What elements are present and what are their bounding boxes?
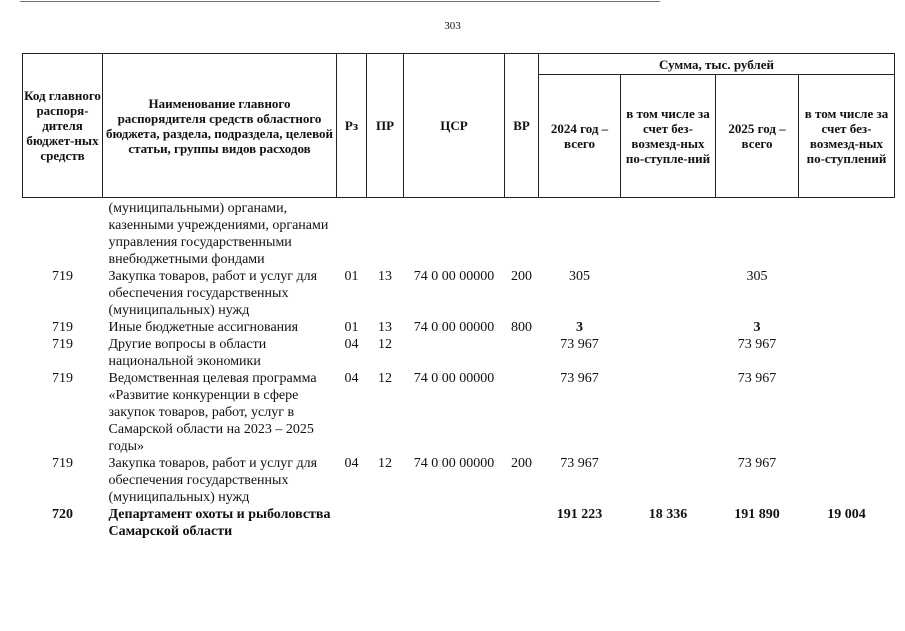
- row-name: Ведомственная целевая программа «Развитие конкуренции в сфере закупок товаров, работ, услуг в Самарской области на 2023 – 2025 годы»: [108, 371, 317, 454]
- row-code: 719: [52, 337, 73, 352]
- header-sum-group: Сумма, тыс. рублей: [539, 54, 895, 75]
- row-rz: 01: [344, 320, 359, 335]
- row-rz: [337, 506, 367, 540]
- row-rz: 04: [344, 456, 359, 471]
- row-code: 719: [52, 456, 73, 471]
- row-name: Закупка товаров, работ и услуг для обеспечения государственных (муниципальных) нужд: [108, 269, 318, 318]
- table-row: [23, 455, 895, 506]
- row-vr: [505, 198, 539, 269]
- row-gratis-2025: [799, 370, 895, 455]
- row-sum-2024: [539, 198, 621, 269]
- row-sum-2024: 305: [569, 269, 590, 284]
- row-vr: [505, 336, 539, 370]
- header-vr: ВР: [505, 54, 539, 198]
- row-pr: 13: [378, 320, 392, 335]
- row-name: (муниципальными) органами, казенными учреждениями, органами управления государственными внебюджетными фондами: [108, 201, 329, 267]
- row-name: Другие вопросы в области национальной экономики: [108, 337, 267, 369]
- budget-table: [22, 53, 895, 540]
- row-pr: [367, 506, 404, 540]
- row-gratis-2025: [799, 336, 895, 370]
- row-pr: 13: [378, 269, 392, 284]
- row-pr: [367, 198, 404, 269]
- table-body: [23, 198, 895, 541]
- row-pr: 12: [378, 371, 392, 386]
- row-rz: 04: [344, 371, 359, 386]
- row-gratis-2025: [799, 455, 895, 506]
- row-gratis-2024: [621, 319, 716, 336]
- row-csr: 74 0 00 00000: [413, 456, 495, 471]
- header-code: Код главного распоря-дителя бюджет-ных средств: [23, 54, 103, 198]
- row-code: 719: [52, 269, 73, 284]
- row-sum-2024: 73 967: [560, 337, 599, 352]
- row-gratis-2024: [621, 198, 716, 269]
- row-gratis-2024: [621, 370, 716, 455]
- row-gratis-2025: [799, 198, 895, 269]
- row-vr: 200: [511, 269, 532, 284]
- row-gratis-2024: [621, 268, 716, 319]
- row-csr: 74 0 00 00000: [413, 371, 495, 386]
- header-2024-gratis: в том числе за счет без-возмезд-ных по-ступле-ний: [621, 75, 716, 198]
- row-csr: [404, 336, 505, 370]
- row-code: 720: [52, 507, 73, 522]
- header-name: Наименование главного распорядителя средств областного бюджета, раздела, подраздела, целевой статьи, группы видов расходов: [103, 54, 337, 198]
- row-csr: 74 0 00 00000: [413, 269, 495, 284]
- row-code: 719: [52, 320, 73, 335]
- row-pr: 12: [378, 456, 392, 471]
- header-2024-total: 2024 год – всего: [539, 75, 621, 198]
- row-code: [23, 198, 103, 269]
- table-row: [23, 198, 895, 269]
- row-name: Закупка товаров, работ и услуг для обеспечения государственных (муниципальных) нужд: [108, 456, 318, 505]
- row-gratis-2025: [799, 268, 895, 319]
- row-rz: 01: [344, 269, 359, 284]
- row-vr: 800: [511, 320, 532, 335]
- table-row: [23, 268, 895, 319]
- row-rz: [337, 198, 367, 269]
- row-name: Департамент охоты и рыболовства Самарской области: [108, 507, 331, 539]
- row-sum-2025: 3: [753, 320, 761, 335]
- row-csr: 74 0 00 00000: [413, 320, 495, 335]
- row-sum-2025: 73 967: [737, 337, 777, 352]
- row-sum-2025: 305: [746, 269, 768, 284]
- row-csr: [404, 198, 505, 269]
- page-number: 303: [444, 20, 461, 32]
- header-pr: ПР: [367, 54, 404, 198]
- row-sum-2025: 73 967: [737, 456, 777, 471]
- row-sum-2025: 73 967: [737, 371, 777, 386]
- header-csr: ЦСР: [404, 54, 505, 198]
- row-vr: [505, 506, 539, 540]
- row-name: Иные бюджетные ассигнования: [108, 320, 299, 335]
- row-sum-2024: 191 223: [556, 507, 603, 522]
- row-gratis-2025: [799, 319, 895, 336]
- row-gratis-2025: 19 004: [827, 507, 866, 522]
- row-csr: [404, 506, 505, 540]
- row-pr: 12: [378, 337, 392, 352]
- table-row: [23, 319, 895, 336]
- row-gratis-2024: 18 336: [648, 507, 688, 522]
- row-vr: [505, 370, 539, 455]
- table-row: [23, 336, 895, 370]
- row-sum-2025: 191 890: [734, 507, 780, 522]
- header-2025-gratis: в том числе за счет без-возмезд-ных по-ступлений: [799, 75, 895, 198]
- row-rz: 04: [344, 337, 359, 352]
- row-vr: 200: [511, 456, 532, 471]
- row-sum-2025: [716, 198, 799, 269]
- header-2025-total: 2025 год – всего: [716, 75, 799, 198]
- row-code: 719: [52, 371, 73, 386]
- table-row: [23, 370, 895, 455]
- row-sum-2024: 73 967: [560, 456, 599, 471]
- row-gratis-2024: [621, 336, 716, 370]
- row-gratis-2024: [621, 455, 716, 506]
- table-row: [23, 506, 895, 540]
- top-rule: [20, 1, 660, 2]
- header-rz: Рз: [337, 54, 367, 198]
- row-sum-2024: 3: [576, 320, 583, 335]
- row-sum-2024: 73 967: [560, 371, 599, 386]
